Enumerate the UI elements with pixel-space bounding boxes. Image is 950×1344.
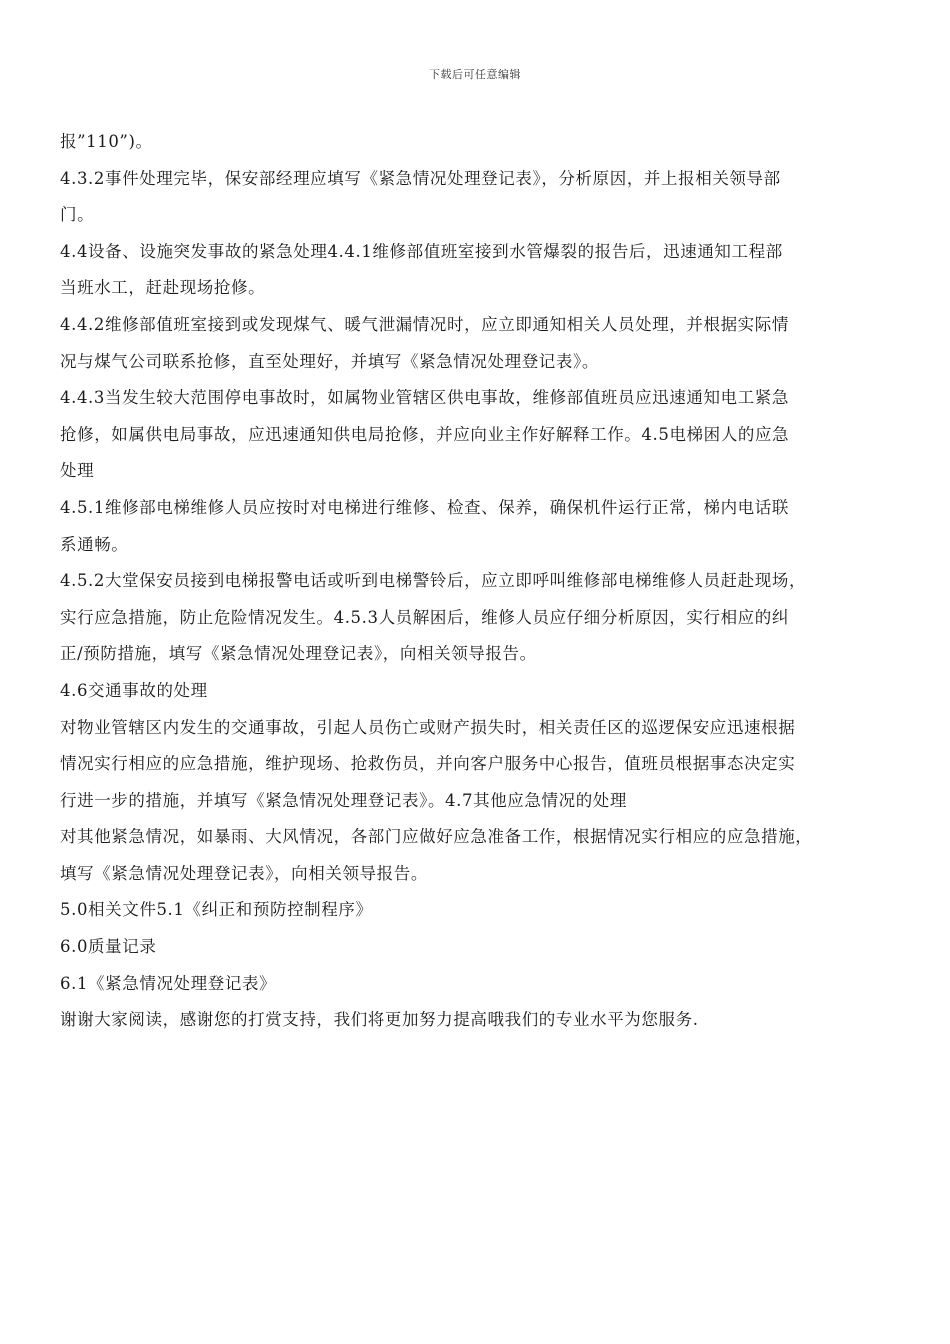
text-line: 正/预防措施，填写《紧急情况处理登记表》，向相关领导报告。 bbox=[60, 644, 537, 664]
text-line: 实行应急措施，防止危险情况发生。4.5.3人员解困后，维修人员应仔细分析原因，实行相应的纠 bbox=[60, 607, 789, 627]
closing-note: 谢谢大家阅读，感谢您的打赏支持，我们将更加努力提高哦我们的专业水平为您服务. bbox=[60, 1010, 699, 1030]
section-heading: 6.0质量记录 bbox=[60, 937, 157, 957]
text-line: 门。 bbox=[60, 205, 95, 225]
text-line: 系通畅。 bbox=[60, 534, 129, 554]
text-line: 4.4.2维修部值班室接到或发现煤气、暖气泄漏情况时，应立即通知相关人员处理，并根据实际情 bbox=[60, 314, 789, 334]
text-line: 4.3.2事件处理完毕，保安部经理应填写《紧急情况处理登记表》，分析原因，并上报相关领导部 bbox=[60, 168, 781, 188]
text-line: 情况实行相应的应急措施，维护现场、抢救伤员，并向客户服务中心报告，值班员根据事态决定实 bbox=[60, 754, 796, 774]
text-line: 对其他紧急情况，如暴雨、大风情况，各部门应做好应急准备工作，根据情况实行相应的应急措施， bbox=[60, 827, 813, 847]
text-line: 对物业管辖区内发生的交通事故，引起人员伤亡或财产损失时，相关责任区的巡逻保安应迅速根据 bbox=[60, 717, 796, 737]
text-line: 处理 bbox=[60, 461, 95, 481]
text-line: 行进一步的措施，并填写《紧急情况处理登记表》。4.7其他应急情况的处理 bbox=[60, 790, 627, 810]
text-line: 当班水工，赶赴现场抢修。 bbox=[60, 278, 266, 298]
text-line: 抢修，如属供电局事故，应迅速通知供电局抢修，并应向业主作好解释工作。4.5电梯困人的应急 bbox=[60, 424, 790, 444]
text-line: 4.5.1维修部电梯维修人员应按时对电梯进行维修、检查、保养，确保机件运行正常，梯内电话联 bbox=[60, 497, 789, 517]
text-line: 况与煤气公司联系抢修，直至处理好，并填写《紧急情况处理登记表》。 bbox=[60, 351, 599, 371]
section-heading: 4.6交通事故的处理 bbox=[60, 680, 208, 700]
text-line: 6.1《紧急情况处理登记表》 bbox=[60, 973, 277, 993]
header-note: 下载后可任意编辑 bbox=[429, 68, 521, 81]
document-body bbox=[60, 124, 898, 1039]
text-line: 4.4设备、设施突发事故的紧急处理4.4.1维修部值班室接到水管爆裂的报告后，迅速通知工程部 bbox=[60, 241, 783, 261]
text-line: 报”110”)。 bbox=[60, 132, 153, 151]
text-line: 4.4.3当发生较大范围停电事故时，如属物业管辖区供电事故，维修部值班员应迅速通知电工紧急 bbox=[60, 388, 789, 408]
text-line: 4.5.2大堂保安员接到电梯报警电话或听到电梯警铃后，应立即呼叫维修部电梯维修人员赶赴现场， bbox=[60, 571, 807, 591]
text-line: 填写《紧急情况处理登记表》，向相关领导报告。 bbox=[60, 863, 428, 883]
section-heading: 5.0相关文件5.1《纠正和预防控制程序》 bbox=[60, 900, 373, 920]
